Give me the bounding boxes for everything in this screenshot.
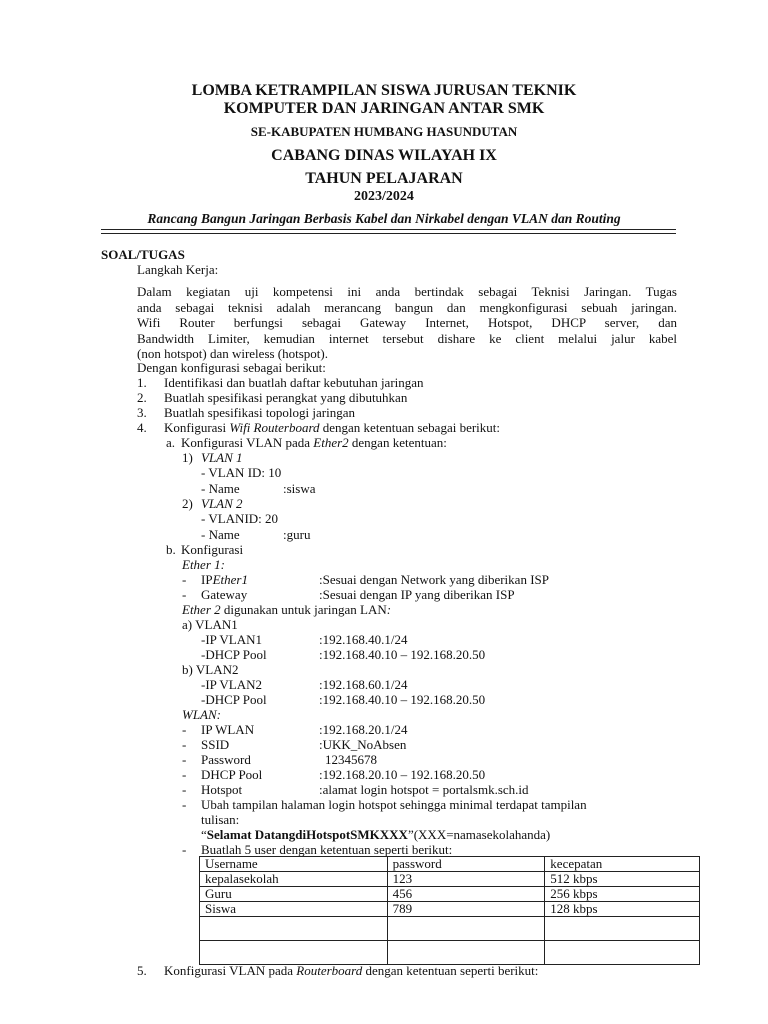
part-a-title	[181, 435, 447, 450]
quote-bold: Selamat DatangdiHotspotSMKXXX	[206, 827, 408, 842]
ether1-gateway-key: Gateway	[201, 587, 248, 602]
ether1-gateway-val: :Sesuai dengan IP yang diberikan ISP	[319, 587, 515, 602]
section-heading: SOAL/TUGAS	[101, 247, 185, 262]
table-cell: kepalasekolah	[200, 872, 388, 887]
login-line1: Ubah tampilan halaman login hotspot sehingga minimal terdapat tampilan	[201, 797, 587, 812]
lan-vlan1-ip-key: -IP VLAN1	[201, 632, 263, 647]
table-cell: 789	[387, 902, 545, 917]
lan-vlan1-ip-val: :192.168.40.1/24	[319, 632, 408, 647]
ether1-ip-val: :Sesuai dengan Network yang diberikan ISP	[319, 572, 549, 587]
wlan-password-val: 12345678	[325, 752, 377, 767]
ether1-dash: -	[182, 587, 187, 602]
lan-vlan1-label	[182, 617, 238, 632]
step-text-post: dengan ketentuan sebagai berikut:	[319, 420, 501, 435]
lan-vlan2-dhcp-key: -DHCP Pool	[201, 692, 267, 707]
table-cell	[545, 941, 700, 965]
quote-open: “	[201, 827, 207, 842]
intro-line: Dalam kegiatan uji kompetensi ini anda bertindak sebagai Teknisi Jaringan. Tugas	[137, 284, 677, 299]
vlan1-num: 1)	[182, 450, 193, 465]
ether1-ip-key-em: Ether1	[212, 572, 248, 587]
wlan-ip-key: IP WLAN	[201, 722, 255, 737]
table-row	[200, 941, 700, 965]
intro-paragraph	[137, 284, 677, 362]
doc-title-line2: KOMPUTER DAN JARINGAN ANTAR SMK	[223, 100, 545, 117]
wlan-dash: -	[182, 722, 187, 737]
step-text-em: Wifi Routerboard	[229, 420, 320, 435]
step-text	[164, 420, 500, 435]
wlan-ip-val: :192.168.20.1/24	[319, 722, 408, 737]
part-b-title: Konfigurasi	[181, 542, 244, 557]
part-a-post: dengan ketentuan:	[348, 435, 447, 450]
table-row	[200, 917, 700, 941]
step-text: Identifikasi dan buatlah daftar kebutuhan jaringan	[164, 375, 424, 390]
table-cell	[545, 917, 700, 941]
config-intro: Dengan konfigurasi sebagai berikut:	[137, 360, 326, 375]
login-line2: tulisan:	[201, 812, 240, 827]
step-number: 4.	[137, 420, 147, 435]
vlan2-id: - VLANID: 20	[201, 511, 279, 526]
step-number: 3.	[137, 405, 147, 420]
table-row	[200, 872, 700, 887]
lan-vlan1-name: VLAN1	[195, 617, 238, 632]
table-cell	[200, 917, 388, 941]
lan-vlan2-ip-key: -IP VLAN2	[201, 677, 263, 692]
doc-year: 2023/2024	[354, 189, 414, 204]
wlan-ssid-key: SSID	[201, 737, 230, 752]
table-cell: 128 kbps	[545, 902, 700, 917]
lan-vlan2-letter: b)	[182, 662, 193, 677]
table-header-cell: Username	[200, 857, 388, 872]
wlan-dash: -	[182, 782, 187, 797]
table-cell: 256 kbps	[545, 887, 700, 902]
ether1-ip-key	[201, 572, 248, 587]
step-text-pre: Konfigurasi	[164, 420, 230, 435]
doc-region: SE-KABUPATEN HUMBANG HASUNDUTAN	[250, 124, 518, 139]
vlan2-name-key: - Name	[201, 527, 240, 542]
step-text: Buatlah spesifikasi topologi jaringan	[164, 405, 355, 420]
intro-line: anda sebagai teknisi adalah merancang bangun dan mengkonfigurasi sebuah jaringan.	[137, 299, 677, 315]
wlan-hotspot-val: :alamat login hotspot = portalsmk.sch.id	[319, 782, 529, 797]
table-header-cell: password	[387, 857, 545, 872]
wlan-dash: -	[182, 752, 187, 767]
wlan-dhcp-val: :192.168.20.10 – 192.168.20.50	[319, 767, 486, 782]
step5-em: Routerboard	[296, 963, 363, 978]
vlan1-name-val: :siswa	[283, 481, 316, 496]
ether2-note	[182, 602, 391, 617]
ether2-em: Ether 2	[182, 602, 221, 617]
table-cell: 512 kbps	[545, 872, 700, 887]
ether1-dash: -	[182, 572, 187, 587]
part-a-label: a.	[166, 435, 176, 450]
intro-line: Bandwidth Limiter, kemudian internet tersebut dishare ke client melalui jalur kabel	[137, 330, 677, 346]
lan-vlan1-dhcp-key: -DHCP Pool	[201, 647, 267, 662]
part-a-em: Ether2	[313, 435, 349, 450]
vlan1-name: VLAN 1	[201, 450, 243, 465]
quote-close: ”(XXX=namasekolahanda)	[407, 827, 551, 842]
step-number: 5.	[137, 963, 147, 978]
users-dash: -	[182, 842, 187, 857]
step-text: Buatlah spesifikasi perangkat yang dibutuhkan	[164, 390, 408, 405]
login-quote	[201, 827, 550, 842]
ether2-colon: :	[386, 602, 392, 617]
table-row	[200, 887, 700, 902]
lan-vlan1-dhcp-val: :192.168.40.10 – 192.168.20.50	[319, 647, 486, 662]
lan-vlan2-name: VLAN2	[195, 662, 239, 677]
lan-vlan2-dhcp-val: :192.168.40.10 – 192.168.20.50	[319, 692, 486, 707]
ether1-ip-key-pre: IP	[201, 572, 213, 587]
part-a-pre: Konfigurasi VLAN pada	[181, 435, 314, 450]
table-cell	[387, 917, 545, 941]
vlan2-name: VLAN 2	[201, 496, 243, 511]
doc-year-label: TAHUN PELAJARAN	[305, 170, 463, 187]
header-divider-bottom	[101, 233, 676, 234]
wlan-dash: -	[182, 767, 187, 782]
vlan1-name-key: - Name	[201, 481, 240, 496]
table-cell: 123	[387, 872, 545, 887]
step-number: 2.	[137, 390, 147, 405]
intro-line: (non hotspot) dan wireless (hotspot).	[137, 346, 329, 361]
table-cell: 456	[387, 887, 545, 902]
step5-post: dengan ketentuan seperti berikut:	[362, 963, 539, 978]
doc-title-line1: LOMBA KETRAMPILAN SISWA JURUSAN TEKNIK	[191, 82, 577, 99]
table-row	[200, 902, 700, 917]
wlan-dhcp-key: DHCP Pool	[201, 767, 263, 782]
vlan2-num: 2)	[182, 496, 193, 511]
header-divider-top	[101, 229, 676, 230]
step-number: 1.	[137, 375, 147, 390]
ether1-label: Ether 1:	[182, 557, 225, 572]
steps-label: Langkah Kerja:	[137, 262, 219, 277]
table-cell: Guru	[200, 887, 388, 902]
doc-subtitle: Rancang Bangun Jaringan Berbasis Kabel dan Nirkabel dengan VLAN dan Routing	[147, 211, 621, 226]
wlan-hotspot-key: Hotspot	[201, 782, 243, 797]
table-cell: Siswa	[200, 902, 388, 917]
table-cell	[387, 941, 545, 965]
users-intro: Buatlah 5 user dengan ketentuan seperti berikut:	[201, 842, 453, 857]
table-cell	[200, 941, 388, 965]
doc-office: CABANG DINAS WILAYAH IX	[271, 147, 497, 164]
lan-vlan2-label	[182, 662, 238, 677]
step5-pre: Konfigurasi VLAN pada	[164, 963, 297, 978]
wlan-ssid-val: :UKK_NoAbsen	[319, 737, 407, 752]
table-header-cell: kecepatan	[545, 857, 700, 872]
user-table	[199, 856, 700, 965]
intro-line: Wifi Router berfungsi sebagai Gateway Internet, Hotspot, DHCP server, dan	[137, 315, 677, 330]
wlan-dash: -	[182, 737, 187, 752]
lan-vlan2-ip-val: :192.168.60.1/24	[319, 677, 408, 692]
vlan1-id: - VLAN ID: 10	[201, 465, 282, 480]
vlan2-name-val: :guru	[283, 527, 311, 542]
lan-vlan1-letter: a)	[182, 617, 193, 632]
login-dash: -	[182, 797, 187, 812]
part-b-label: b.	[166, 542, 176, 557]
table-header-row	[200, 857, 700, 872]
step-text	[164, 963, 538, 978]
wlan-label: WLAN:	[182, 707, 221, 722]
ether2-post: digunakan untuk jaringan LAN	[220, 602, 387, 617]
wlan-password-key: Password	[201, 752, 251, 767]
